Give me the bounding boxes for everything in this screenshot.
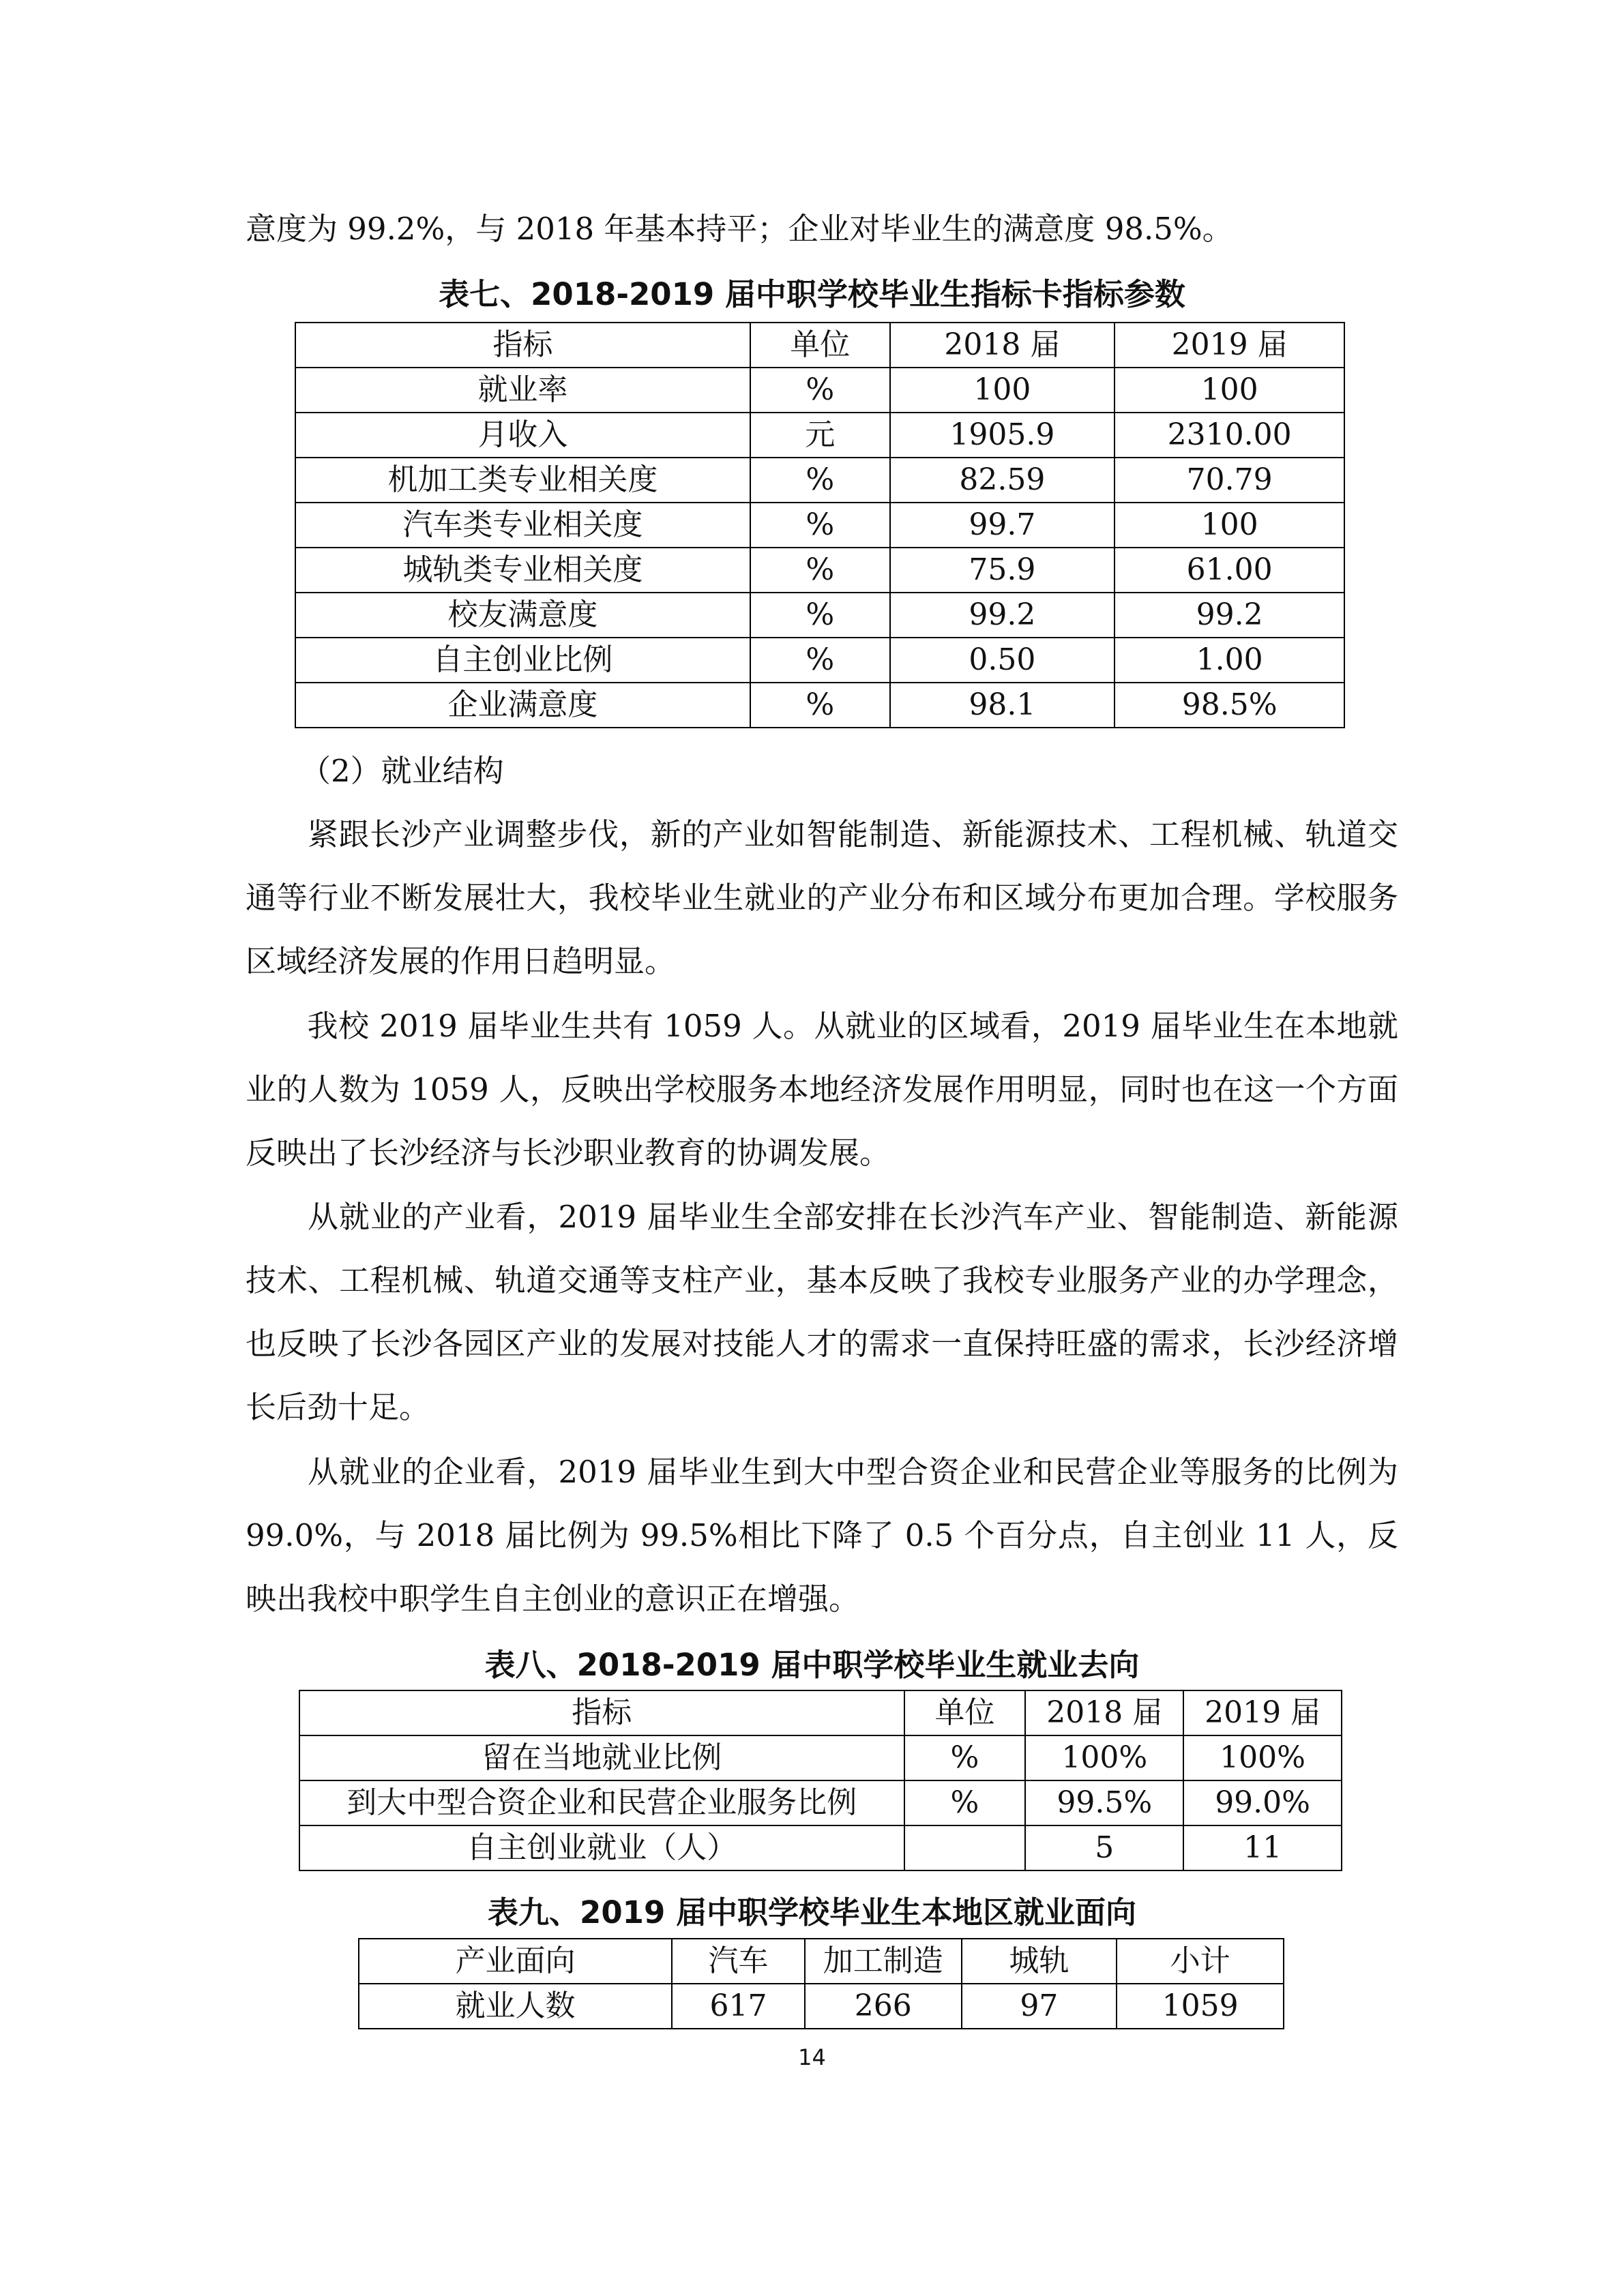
table9-caption: 表九、2019 届中职学校毕业生本地区就业面向 xyxy=(488,1894,1136,1930)
header-cell: 指标 xyxy=(295,323,750,368)
table7 xyxy=(295,322,1345,728)
table-row xyxy=(359,1984,1284,2029)
section-heading: （2）就业结构 xyxy=(300,753,504,789)
table-cell: 就业人数 xyxy=(359,1984,672,2029)
header-cell: 单位 xyxy=(904,1690,1026,1735)
table-cell: % xyxy=(750,548,890,593)
table-row xyxy=(299,1825,1342,1870)
table-cell: 就业率 xyxy=(295,368,750,413)
paragraph xyxy=(246,994,1398,1184)
table-cell: 99.7 xyxy=(890,503,1115,548)
paragraph-text: 紧跟长沙产业调整步伐，新的产业如智能制造、新能源技术、工程机械、轨道交通等行业不断发展壮大，我校毕业生就业的产业分布和区域分布更加合理。学校服务区域经济发展的作用日趋明显。 xyxy=(246,816,1398,979)
table-cell: 99.2 xyxy=(1114,593,1344,638)
table-row xyxy=(295,593,1344,638)
table-row xyxy=(295,683,1344,728)
table-cell: 1.00 xyxy=(1114,638,1344,683)
header-cell: 2018 届 xyxy=(890,323,1115,368)
header-cell: 加工制造 xyxy=(805,1939,962,1984)
table-row xyxy=(295,458,1344,503)
header-cell: 小计 xyxy=(1117,1939,1284,1984)
table-cell: 98.1 xyxy=(890,683,1115,728)
header-cell: 2018 届 xyxy=(1025,1690,1183,1735)
paragraph-text: 从就业的产业看，2019 届毕业生全部安排在长沙汽车产业、智能制造、新能源技术、工程机械、轨道交通等支柱产业，基本反映了我校专业服务产业的办学理念，也反映了长沙各园区产业的发展对技能人才的需求一直保持旺盛的需求，长沙经济增长后劲十足。 xyxy=(246,1199,1398,1425)
table-header-row xyxy=(359,1939,1284,1984)
table-cell: 617 xyxy=(672,1984,805,2029)
table8-caption: 表八、2018-2019 届中职学校毕业生就业去向 xyxy=(484,1647,1140,1683)
table-cell: % xyxy=(904,1735,1026,1780)
paragraph xyxy=(246,1440,1398,1630)
table-cell: 0.50 xyxy=(890,638,1115,683)
table-cell: 98.5% xyxy=(1114,683,1344,728)
table-cell: 100 xyxy=(1114,368,1344,413)
table-cell: 61.00 xyxy=(1114,548,1344,593)
table-cell: % xyxy=(750,593,890,638)
table-cell: 5 xyxy=(1025,1825,1183,1870)
table-cell: % xyxy=(750,458,890,503)
table-cell: 城轨类专业相关度 xyxy=(295,548,750,593)
table-cell: 企业满意度 xyxy=(295,683,750,728)
table-cell: 266 xyxy=(805,1984,962,2029)
table-cell: % xyxy=(750,503,890,548)
table-cell: 75.9 xyxy=(890,548,1115,593)
paragraph-text: 从就业的企业看，2019 届毕业生到大中型合资企业和民营企业等服务的比例为 99.0%，与 2018 届比例为 99.5%相比下降了 0.5 个百分点，自主创业 11 人，反映出我校中职学生自主创业的意识正在增强。 xyxy=(246,1454,1398,1617)
table-cell: 1059 xyxy=(1117,1984,1284,2029)
table-cell xyxy=(904,1825,1026,1870)
table-cell: 自主创业比例 xyxy=(295,638,750,683)
table-cell: 机加工类专业相关度 xyxy=(295,458,750,503)
table-cell: 99.0% xyxy=(1183,1780,1342,1825)
table-row xyxy=(299,1735,1342,1780)
table-cell: 97 xyxy=(962,1984,1117,2029)
paragraph xyxy=(246,803,1398,993)
table-row xyxy=(295,548,1344,593)
table-cell: % xyxy=(750,638,890,683)
table-cell: 留在当地就业比例 xyxy=(299,1735,904,1780)
table-cell: 70.79 xyxy=(1114,458,1344,503)
page-number: 14 xyxy=(798,2044,826,2070)
table-cell: % xyxy=(750,683,890,728)
table-cell: 99.5% xyxy=(1025,1780,1183,1825)
table-cell: % xyxy=(750,368,890,413)
table-row xyxy=(295,413,1344,458)
table-cell: 82.59 xyxy=(890,458,1115,503)
table-cell: 100% xyxy=(1183,1735,1342,1780)
table-cell: % xyxy=(904,1780,1026,1825)
table-cell: 2310.00 xyxy=(1114,413,1344,458)
lead-line: 意度为 99.2%，与 2018 年基本持平；企业对毕业生的满意度 98.5%。 xyxy=(246,211,1233,247)
table-cell: 元 xyxy=(750,413,890,458)
header-cell: 产业面向 xyxy=(359,1939,672,1984)
paragraph xyxy=(246,1185,1398,1439)
table-row xyxy=(299,1780,1342,1825)
paragraph-text: 我校 2019 届毕业生共有 1059 人。从就业的区域看，2019 届毕业生在本地就业的人数为 1059 人，反映出学校服务本地经济发展作用明显，同时也在这一个方面反映出了长沙经济与长沙职业教育的协调发展。 xyxy=(246,1008,1398,1171)
header-cell: 2019 届 xyxy=(1114,323,1344,368)
table-row xyxy=(295,503,1344,548)
table-cell: 100 xyxy=(1114,503,1344,548)
header-cell: 城轨 xyxy=(962,1939,1117,1984)
table-row xyxy=(295,638,1344,683)
table-cell: 100% xyxy=(1025,1735,1183,1780)
header-cell: 指标 xyxy=(299,1690,904,1735)
header-cell: 汽车 xyxy=(672,1939,805,1984)
table-cell: 汽车类专业相关度 xyxy=(295,503,750,548)
table9 xyxy=(358,1938,1284,2029)
table-cell: 校友满意度 xyxy=(295,593,750,638)
table-cell: 11 xyxy=(1183,1825,1342,1870)
table-cell: 自主创业就业（人） xyxy=(299,1825,904,1870)
table-cell: 100 xyxy=(890,368,1115,413)
table-cell: 月收入 xyxy=(295,413,750,458)
table-cell: 99.2 xyxy=(890,593,1115,638)
table-row xyxy=(295,368,1344,413)
header-cell: 2019 届 xyxy=(1183,1690,1342,1735)
table-header-row xyxy=(295,323,1344,368)
table-cell: 1905.9 xyxy=(890,413,1115,458)
table7-caption: 表七、2018-2019 届中职学校毕业生指标卡指标参数 xyxy=(439,276,1185,312)
header-cell: 单位 xyxy=(750,323,890,368)
table-header-row xyxy=(299,1690,1342,1735)
table8 xyxy=(299,1690,1342,1871)
table-cell: 到大中型合资企业和民营企业服务比例 xyxy=(299,1780,904,1825)
